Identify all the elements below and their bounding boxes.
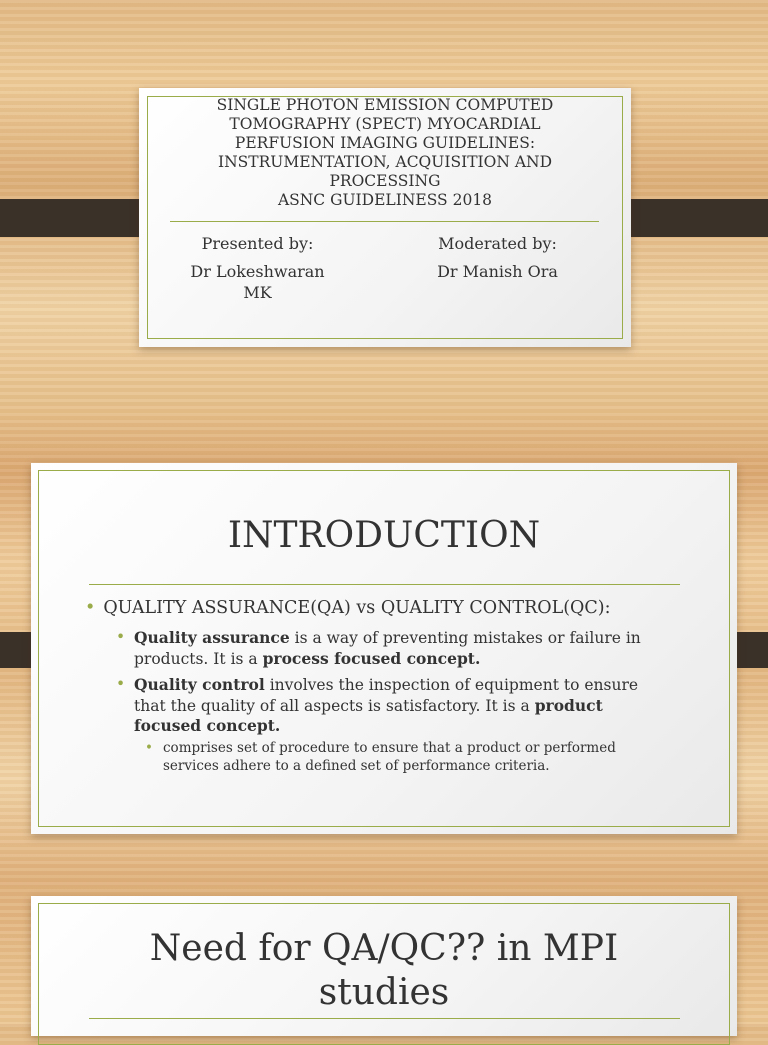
title-line: SINGLE PHOTON EMISSION COMPUTED <box>216 96 554 114</box>
title-slide <box>139 88 631 347</box>
title-line: PERFUSION IMAGING GUIDELINES: <box>234 134 536 152</box>
introduction-divider <box>89 584 680 585</box>
bullet-quality-assurance <box>116 628 674 669</box>
introduction-title: INTRODUCTION <box>227 515 541 556</box>
sub-bullet-procedure <box>145 739 663 775</box>
qc-emphasis: product focused concept. <box>134 695 603 735</box>
moderated-by-label: Moderated by: <box>438 234 557 253</box>
need-for-qa-title-line2: studies <box>318 972 450 1013</box>
need-for-qa-divider <box>89 1018 680 1019</box>
presented-by-label: Presented by: <box>201 234 314 253</box>
bullet-icon: • <box>116 675 126 693</box>
need-for-qa-title-line1: Need for QA/QC?? in MPI <box>149 928 619 969</box>
title-line: TOMOGRAPHY (SPECT) MYOCARDIAL <box>229 115 541 133</box>
presenter-name-line2: MK <box>243 283 272 302</box>
introduction-slide <box>31 463 737 834</box>
bullet-qa-vs-qc-text: QUALITY ASSURANCE(QA) vs QUALITY CONTROL(QC): <box>103 598 611 618</box>
title-slide-heading <box>139 96 631 210</box>
sub-bullet-text: comprises set of procedure to ensure that a product or performed services adhere to a defined set of performance criteria. <box>163 740 616 774</box>
title-divider <box>170 221 599 222</box>
presenter-name-line1: Dr Lokeshwaran <box>190 262 325 281</box>
qc-description: involves the inspection of equipment to ensure that the quality of all aspects is satisfactory. It is a <box>134 676 639 715</box>
title-line: ASNC GUIDELINESS 2018 <box>277 191 493 209</box>
moderator-name: Dr Manish Ora <box>437 262 558 281</box>
slide1-left-tab <box>0 199 156 237</box>
qa-term: Quality assurance <box>134 628 290 647</box>
title-line: INSTRUMENTATION, ACQUISITION AND <box>217 153 553 171</box>
title-line: PROCESSING <box>329 172 441 190</box>
need-for-qa-slide <box>31 896 737 1036</box>
qa-description: is a way of preventing mistakes or failure in products. It is a <box>134 629 641 668</box>
bullet-qa-vs-qc <box>85 598 611 618</box>
slide1-right-tab <box>613 199 768 237</box>
qa-emphasis: process focused concept. <box>262 648 481 668</box>
bullet-icon: • <box>85 598 96 618</box>
bullet-icon: • <box>116 628 126 646</box>
bullet-quality-control <box>116 675 674 737</box>
bullet-icon: • <box>145 740 153 756</box>
qc-term: Quality control <box>134 675 265 694</box>
